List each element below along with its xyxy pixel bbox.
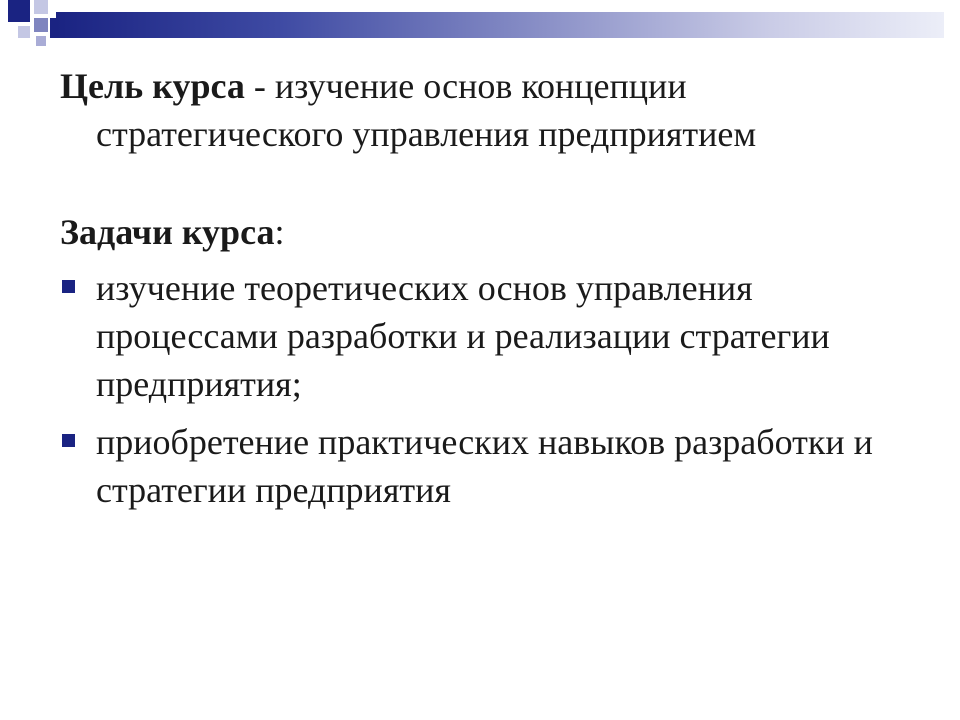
list-item [60,264,920,408]
course-tasks-heading [60,208,920,256]
course-goal-text: изучение основ концепции стратегического управления предприятием [96,66,757,154]
decorative-square [36,36,46,46]
decorative-square [8,0,30,22]
course-tasks-colon: : [274,212,285,252]
slide-content [60,62,920,524]
course-goal-paragraph [60,62,920,158]
decorative-square [34,0,48,14]
list-item [60,418,920,514]
decorative-square [34,18,48,32]
spacer [60,158,920,208]
square-bullet-icon [62,434,75,447]
header-gradient-bar [56,12,944,38]
course-goal-dash: - [244,66,275,106]
task-text: изучение теоретических основ управления процессами разработки и реализации стратегии предприятия; [96,268,830,404]
course-goal-label: Цель курса [60,66,245,106]
decorative-square [18,26,30,38]
task-text: приобретение практических навыков разработки и стратегии предприятия [96,422,873,510]
course-tasks-label: Задачи курса [60,212,275,252]
square-bullet-icon [62,280,75,293]
course-tasks-list [60,264,920,514]
